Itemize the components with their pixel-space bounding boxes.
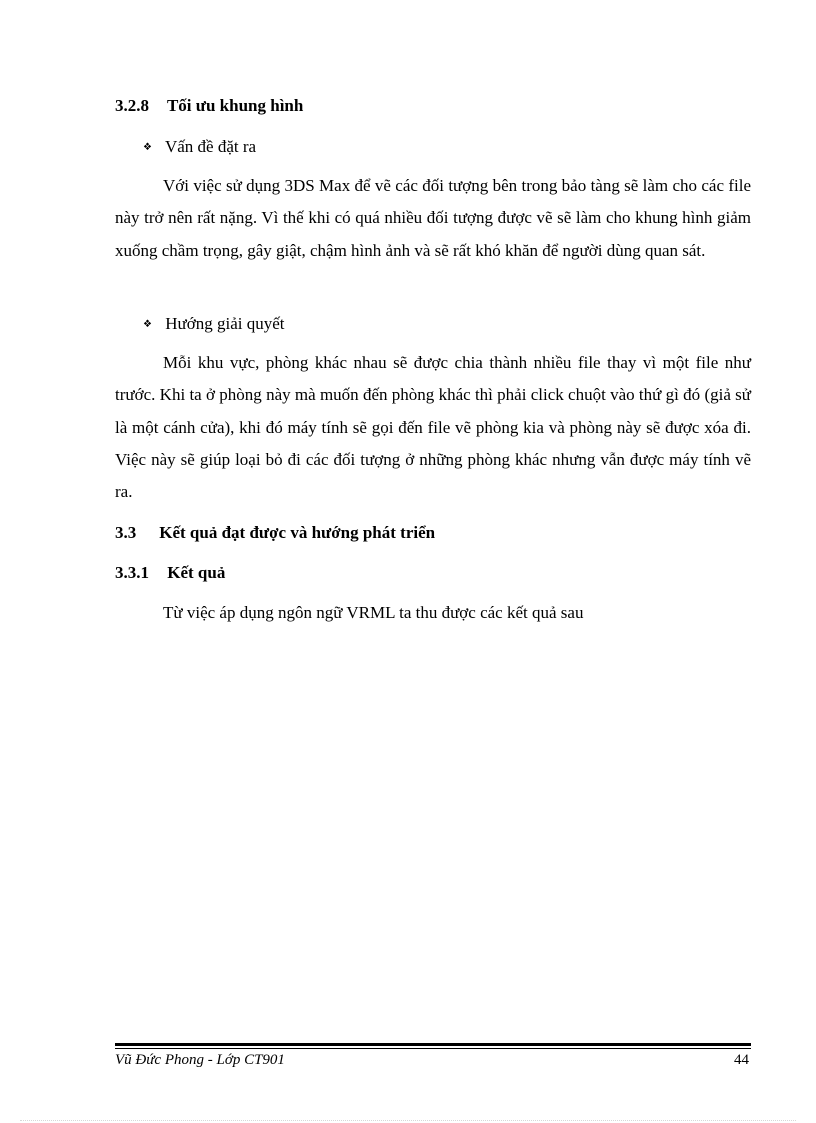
section-title: Kết quả — [167, 563, 226, 582]
section-heading-3-3 — [115, 522, 435, 544]
footer-author: Vũ Đức Phong - Lớp CT901 — [115, 1052, 285, 1068]
section-number: 3.3.1 — [115, 563, 149, 582]
section-heading-3-3-1 — [115, 562, 225, 584]
bullet-label: Vấn đề đặt ra — [164, 137, 257, 156]
bullet-problem — [143, 136, 256, 159]
section-title: Kết quả đạt được và hướng phát triển — [159, 523, 436, 542]
paragraph-problem: Với việc sử dụng 3DS Max để vẽ các đối tượng bên trong bảo tàng sẽ làm cho các file này trở nên rất nặng. Vì thế khi có quá nhiều đối tượng được vẽ sẽ làm cho khung hình giảm xuống chầm trọng, gây giật, chậm hình ảnh và sẽ rất khó khăn để người dùng quan sát. — [115, 176, 751, 260]
section-title: Tối ưu khung hình — [166, 96, 304, 115]
paragraph-results: Từ việc áp dụng ngôn ngữ VRML ta thu được các kết quả sau — [163, 603, 584, 622]
section-heading-3-2-8 — [115, 95, 303, 117]
paragraph-solution: Mỗi khu vực, phòng khác nhau sẽ được chia thành nhiều file thay vì một file như trước. Khi ta ở phòng này mà muốn đến phòng khác thì phải click chuột vào thứ gì đó (giả sử là một cánh cửa), khi đó máy tính sẽ gọi đến file vẽ phòng kia và phòng này sẽ được xóa đi. Việc này sẽ giúp loại bỏ đi các đối tượng ở những phòng khác nhưng vẫn được máy tính vẽ ra. — [115, 353, 751, 502]
bullet-label: Hướng giải quyết — [165, 314, 285, 333]
page-number: 44 — [734, 1052, 749, 1068]
footer-divider-thick — [115, 1043, 751, 1046]
diamond-bullet-icon: ❖ — [143, 319, 152, 330]
section-number: 3.2.8 — [115, 96, 149, 115]
diamond-bullet-icon: ❖ — [143, 142, 152, 153]
footer-divider-thin — [115, 1048, 751, 1049]
page-bottom-border — [20, 1120, 796, 1121]
section-number: 3.3 — [115, 523, 137, 542]
bullet-solution — [143, 313, 285, 336]
